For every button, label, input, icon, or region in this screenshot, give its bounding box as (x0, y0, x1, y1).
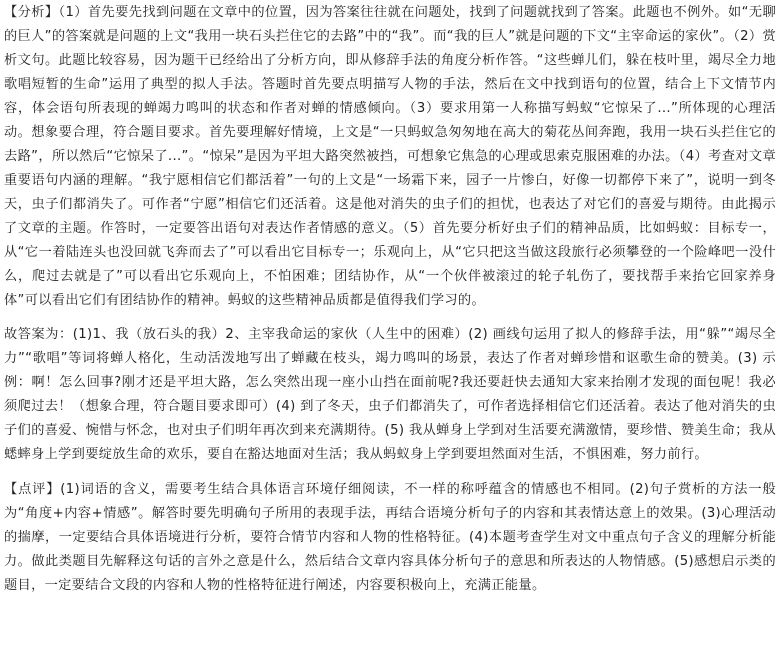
review-paragraph: 【点评】(1)词语的含义，需要考生结合具体语言环境仔细阅读，不一样的称呼蕴含的情感也不相同。(2)句子赏析的方法一般为“角度+内容+情感”。解答时要先明确句子所用的表现手法，再结合语境分析句子的内容和其表情达意上的效果。(3)心理活动的揣摩，一定要结合具体语境进行分析，要符合情节内容和人物的性格特征。(4)本题考查学生对文中重点句子含义的理解分析能力。做此类题目先解释这句话的言外之意是什么，然后结合文章内容具体分析句子的意思和所表达的人物情感。(5)感想启示类的题目，一定要结合文段的内容和人物的性格特征进行阐述，内容要积极向上，充满正能量。 (4, 482, 776, 593)
solution-document (4, 0, 776, 598)
analysis-paragraph: 【分析】（1）首先要先找到问题在文章中的位置，因为答案往往就在问题处，找到了问题就找到了答案。此题也不例外。如“无聊的巨人”的答案就是问题的上文“我用一块石头拦住它的去路”中的“我”。而“我的巨人”就是问题的下文“主宰命运的家伙”。（2）赏析文句。此题比较容易，因为题干已经给出了分析方向，即从修辞手法的角度分析作答。“这些蝉儿们，躲在枝叶里，竭尽全力地歌唱短暂的生命”运用了典型的拟人手法。答题时首先要点明描写人物的手法，然后在文中找到语句的位置，结合上下文情节内容，体会语句所表现的蝉竭力鸣叫的状态和作者对蝉的情感倾向。（3）要求用第一人称描写蚂蚁“它惊呆了...”所体现的心理活动。想象要合理，符合题目要求。首先要理解好情境，上文是“一只蚂蚁急匆匆地在高大的菊花丛间奔跑，我用一块石头拦住它的去路”，所以然后“它惊呆了...”。“惊呆”是因为平坦大路突然被挡，可想象它焦急的心理或思索克服困难的办法。（4）考查对文章重要语句内涵的理解。“我宁愿相信它们都活着”一句的上文是“一场霜下来，园子一片惨白，好像一切都停下来了”，说明一到冬天，虫子们都消失了。可作者“宁愿”相信它们还活着。这是他对消失的虫子们的担忧，也表达了对它们的喜爱与期待。由此揭示了文章的主题。作答时，一定要答出语句对表达作者情感的意义。（5）首先要分析好虫子们的精神品质，比如蚂蚁：目标专一，从“它一着陆连头也没回就飞奔而去了”可以看出它目标专一；乐观向上，从“它只把这当做这段旅行必须攀登的一个险峰吧一没什么，爬过去就是了”可以看出它乐观向上，不怕困难；团结协作，从“一个伙伴被滚过的轮子轧伤了，要找帮手来抬它回家养身体”可以看出它们有团结协作的精神。蚂蚁的这些精神品质都是值得我们学习的。 (4, 5, 776, 308)
answer-paragraph: 故答案为：(1)1、我（放石头的我）2、主宰我命运的家伙（人生中的困难）(2) 画线句运用了拟人的修辞手法，用“躲”“竭尽全力”“歌唱”等词将蝉人格化，生动活泼地写出了蝉藏在枝头，竭力鸣叫的场景，表达了作者对蝉珍惜和讴歌生命的赞美。(3) 示例：啊！怎么回事?刚才还是平坦大路，怎么突然出现一座小山挡在面前呢?我还要赶快去通知大家来抬刚才发现的面包呢！我必须爬过去！（想象合理，符合题目要求即可）(4) 到了冬天，虫子们都消失了，可作者选择相信它们还活着。表达了他对消失的虫子们的喜爱、惋惜与怀念，也对虫子们明年再次到来充满期待。(5) 我从蝉身上学到对生活要充满激情，要珍惜、赞美生命；我从蟋蟀身上学到要绽放生命的欢乐，要自在豁达地面对生活；我从蚂蚁身上学到要坦然面对生活，不惧困难，努力前行。 (4, 327, 776, 462)
